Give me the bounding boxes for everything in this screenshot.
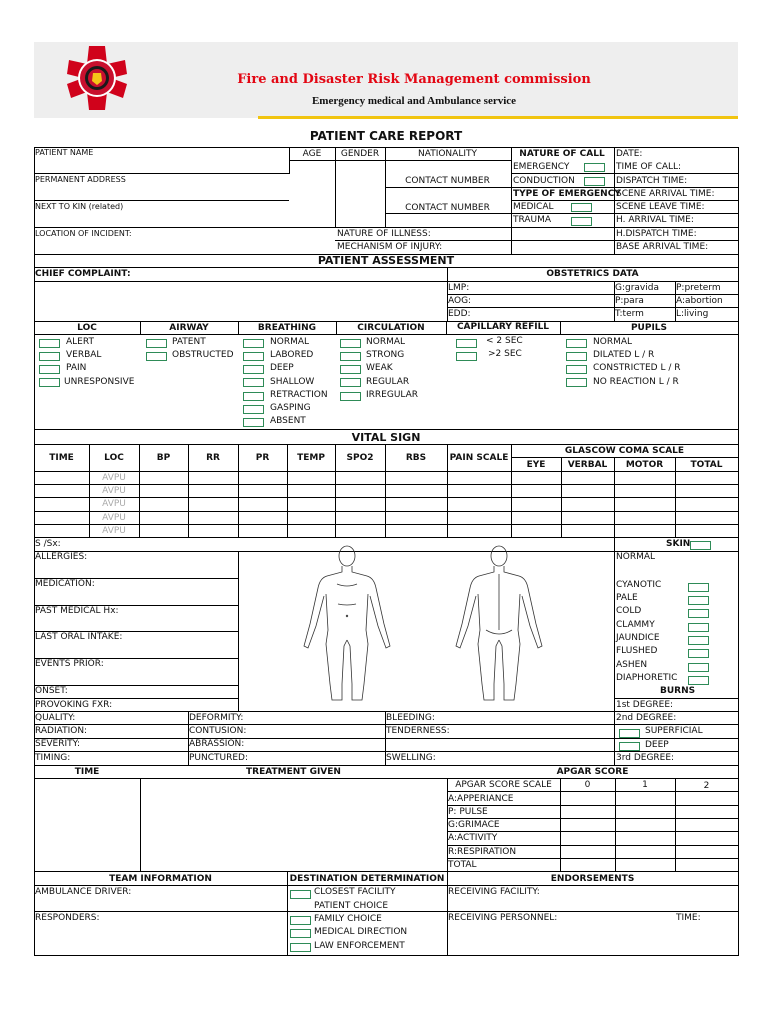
apgar-row-label: A:ACTIVITY <box>448 833 498 843</box>
avpu-placeholder: AVPU <box>102 513 126 523</box>
burns-second-label: 2nd DEGREE: <box>616 713 677 723</box>
time-field: SCENE ARRIVAL TIME: <box>616 189 715 199</box>
breathing-deep-checkbox[interactable] <box>243 365 264 374</box>
skin-item-label: DIAPHORETIC <box>616 673 678 683</box>
skin-item-label: CYANOTIC <box>616 580 662 590</box>
grid-line <box>335 240 739 241</box>
grid-line <box>34 429 739 430</box>
apgar-scale-label: APGAR SCORE SCALE <box>455 780 552 790</box>
contact-number-2-label: CONTACT NUMBER <box>405 203 490 213</box>
endorsements-title: ENDORSEMENTS <box>550 874 635 884</box>
pupils-item-label: CONSTRICTED L / R <box>593 363 681 373</box>
skin-pale-checkbox[interactable] <box>688 596 709 605</box>
apgar-score-header: 0 <box>584 780 591 790</box>
deformity-label: DEFORMITY: <box>189 713 244 723</box>
time-field: H. ARRIVAL TIME: <box>616 215 694 225</box>
time-field: H.DISPATCH TIME: <box>616 229 697 239</box>
destination-item-label: PATIENT CHOICE <box>314 901 388 911</box>
oral-intake-label: LAST ORAL INTAKE: <box>35 632 123 642</box>
nationality-label: NATIONALITY <box>418 149 477 159</box>
apgar-row-label: R:RESPIRATION <box>448 847 517 857</box>
grid-line <box>511 457 739 458</box>
pmh-label: PAST MEDICAL Hx: <box>35 606 119 616</box>
destination-family-checkbox[interactable] <box>290 916 311 925</box>
skin-flushed-checkbox[interactable] <box>688 649 709 658</box>
skin-clammy-checkbox[interactable] <box>688 623 709 632</box>
driver-label: AMBULANCE DRIVER: <box>35 887 132 897</box>
service-name: Emergency medical and Ambulance service <box>311 95 517 107</box>
gcs-col-header: EYE <box>526 460 546 470</box>
destination-item-label: FAMILY CHOICE <box>314 914 382 924</box>
contusion-label: CONTUSION: <box>189 726 247 736</box>
abortion-label: A:abortion <box>676 296 723 306</box>
vitals-col-header: TIME <box>49 453 74 463</box>
endorsement-time-label: TIME: <box>676 913 701 923</box>
circulation-regular-checkbox[interactable] <box>340 378 361 387</box>
circulation-strong-checkbox[interactable] <box>340 352 361 361</box>
vital-sign-title: VITAL SIGN <box>351 431 421 444</box>
grid-line <box>447 818 739 819</box>
breathing-item-label: SHALLOW <box>270 377 315 387</box>
loc-alert-checkbox[interactable] <box>39 339 60 348</box>
grid-line <box>238 551 239 712</box>
patient-name-label: PATIENT NAME <box>35 148 94 157</box>
receiving-facility-label: RECEIVING FACILITY: <box>448 887 540 897</box>
gcs-col-header: MOTOR <box>625 460 664 470</box>
vitals-col-header: PR <box>255 453 270 463</box>
location-label: LOCATION OF INCIDENT: <box>35 229 132 238</box>
grid-line <box>614 537 615 766</box>
obstetrics-title: OBSTETRICS DATA <box>546 269 639 279</box>
airway-patent-checkbox[interactable] <box>146 339 167 348</box>
grid-line <box>560 778 561 872</box>
apgar-score-header: 2 <box>703 781 710 791</box>
loc-unresponsive-checkbox[interactable] <box>39 378 60 387</box>
grid-line <box>34 147 739 148</box>
airway-title: AIRWAY <box>169 323 209 333</box>
burns-superficial-checkbox[interactable] <box>619 729 640 738</box>
breathing-shallow-checkbox[interactable] <box>243 378 264 387</box>
circulation-weak-checkbox[interactable] <box>340 365 361 374</box>
circulation-normal-checkbox[interactable] <box>340 339 361 348</box>
swelling-label: SWELLING: <box>386 753 436 763</box>
airway-obstructed-checkbox[interactable] <box>146 352 167 361</box>
breathing-item-label: RETRACTION <box>270 390 328 400</box>
preterm-label: P:preterm <box>676 283 721 293</box>
vitals-col-header: TEMP <box>297 453 325 463</box>
avpu-placeholder: AVPU <box>102 499 126 509</box>
onset-label: ONSET: <box>35 686 68 696</box>
medical-checkbox[interactable] <box>571 203 592 212</box>
body-back-diagram-icon[interactable] <box>434 544 564 704</box>
trauma-label: TRAUMA <box>513 215 552 225</box>
severity-label: SEVERITY: <box>35 739 80 749</box>
bleeding-label: BLEEDING: <box>386 713 435 723</box>
pupils-item-label: DILATED L / R <box>593 350 655 360</box>
loc-verbal-checkbox[interactable] <box>39 352 60 361</box>
skin-item-label: PALE <box>616 593 638 603</box>
vitals-col-header: RR <box>206 453 220 463</box>
airway-item-label: OBSTRUCTED <box>172 350 234 360</box>
breathing-item-label: GASPING <box>270 403 311 413</box>
time-field: DISPATCH TIME: <box>616 176 688 186</box>
tenderness-label: TENDERNESS: <box>386 726 450 736</box>
avpu-placeholder: AVPU <box>102 526 126 536</box>
time-field: SCENE LEAVE TIME: <box>616 202 705 212</box>
form-title: PATIENT CARE REPORT <box>309 129 463 143</box>
lmp-label: LMP: <box>448 283 470 293</box>
pupils-normal-checkbox[interactable] <box>566 339 587 348</box>
loc-item-label: PAIN <box>66 363 87 373</box>
grid-line <box>447 831 739 832</box>
vitals-col-header: RBS <box>405 453 427 463</box>
team-info-title: TEAM INFORMATION <box>109 874 212 884</box>
time-field: TIME OF CALL: <box>616 162 682 172</box>
destination-item-label: LAW ENFORCEMENT <box>314 941 405 951</box>
timing-label: TIMING: <box>35 753 71 763</box>
grid-line <box>675 778 676 872</box>
receiving-personnel-label: RECEIVING PERSONNEL: <box>448 913 558 923</box>
grid-line <box>511 200 739 201</box>
circulation-item-label: REGULAR <box>366 377 410 387</box>
emergency-label: EMERGENCY <box>513 162 570 172</box>
grid-line <box>511 213 739 214</box>
skin-cold-checkbox[interactable] <box>688 609 709 618</box>
gcs-col-header: VERBAL <box>567 460 608 470</box>
capillary-lt2-checkbox[interactable] <box>456 339 477 348</box>
apgar-row-label: TOTAL <box>448 860 477 870</box>
grid-line <box>614 147 615 255</box>
grid-line <box>34 281 739 282</box>
living-label: L:living <box>676 309 709 319</box>
burns-superficial-label: SUPERFICIAL <box>645 726 703 736</box>
destination-closest-checkbox[interactable] <box>290 890 311 899</box>
grid-line <box>447 294 739 295</box>
burns-deep-label: DEEP <box>645 740 669 750</box>
grid-line <box>34 955 739 956</box>
circulation-title: CIRCULATION <box>357 323 425 333</box>
breathing-item-label: LABORED <box>270 350 314 360</box>
skin-item-label: JAUNDICE <box>616 633 660 643</box>
capillary-item-label: >2 SEC <box>488 349 522 359</box>
grid-line <box>447 858 739 859</box>
skin-normal-checkbox[interactable] <box>690 541 711 550</box>
skin-item-label: ASHEN <box>616 660 648 670</box>
breathing-item-label: ABSENT <box>270 416 306 426</box>
treatment-given-title: TREATMENT GIVEN <box>246 767 341 777</box>
destination-item-label: CLOSEST FACILITY <box>314 887 396 897</box>
nature-of-call-title: NATURE OF CALL <box>519 149 605 159</box>
gravida-label: G:gravida <box>615 283 659 293</box>
circulation-item-label: NORMAL <box>366 337 406 347</box>
vitals-col-header: SPO2 <box>346 453 374 463</box>
skin-item-label: CLAMMY <box>616 620 655 630</box>
grid-line <box>614 698 739 699</box>
responders-label: RESPONDERS: <box>35 913 100 923</box>
vitals-col-header: BP <box>156 453 171 463</box>
burns-third-label: 3rd DEGREE: <box>616 753 675 763</box>
apgar-row-label: A:APPERIANCE <box>448 794 514 804</box>
grid-line <box>34 765 739 766</box>
loc-item-label: VERBAL <box>66 350 102 360</box>
pupils-constricted-checkbox[interactable] <box>566 365 587 374</box>
grid-line <box>289 160 511 161</box>
grid-line <box>615 778 616 872</box>
pupils-title: PUPILS <box>630 323 668 333</box>
gender-label: GENDER <box>340 149 380 159</box>
grid-line <box>34 751 739 752</box>
circulation-item-label: WEAK <box>366 363 393 373</box>
events-prior-label: EVENTS PRIOR: <box>35 659 104 669</box>
breathing-labored-checkbox[interactable] <box>243 352 264 361</box>
conduction-label: CONDUCTION <box>513 176 575 186</box>
grid-line <box>34 885 739 886</box>
grid-line <box>34 267 739 268</box>
punctured-label: PUNCTURED: <box>189 753 249 763</box>
airway-item-label: PATENT <box>172 337 206 347</box>
grid-line <box>140 778 141 872</box>
vitals-col-header: LOC <box>104 453 124 463</box>
capillary-item-label: < 2 SEC <box>486 336 523 346</box>
circulation-item-label: IRREGULAR <box>366 390 419 400</box>
provoking-label: PROVOKING FXR: <box>35 700 113 710</box>
chief-complaint-label: CHIEF COMPLAINT: <box>35 269 131 279</box>
breathing-absent-checkbox[interactable] <box>243 418 264 427</box>
breathing-item-label: DEEP <box>270 363 294 373</box>
emergency-checkbox[interactable] <box>584 163 605 172</box>
destination-law-checkbox[interactable] <box>290 943 311 952</box>
patient-assessment-title: PATIENT ASSESSMENT <box>317 254 455 267</box>
gcs-title: GLASCOW COMA SCALE <box>564 446 685 456</box>
grid-line <box>447 307 739 308</box>
grid-line <box>511 173 739 174</box>
type-of-emergency-title: TYPE OF EMERGENCY <box>513 189 621 199</box>
pupils-item-label: NO REACTION L / R <box>593 377 679 387</box>
grid-line <box>447 805 739 806</box>
destination-item-label: MEDICAL DIRECTION <box>314 927 408 937</box>
skin-item-label: NORMAL <box>616 552 656 562</box>
breathing-normal-checkbox[interactable] <box>243 339 264 348</box>
breathing-item-label: NORMAL <box>270 337 310 347</box>
pupils-noreaction-checkbox[interactable] <box>566 378 587 387</box>
body-front-diagram-icon[interactable] <box>282 544 412 704</box>
skin-cyanotic-checkbox[interactable] <box>688 583 709 592</box>
capillary-gt2-checkbox[interactable] <box>456 352 477 361</box>
capillary-refill-title: CAPILLARY REFILL <box>456 322 550 332</box>
burns-deep-checkbox[interactable] <box>619 742 640 751</box>
grid-line <box>34 738 739 739</box>
grid-line <box>385 187 511 188</box>
skin-title: SKIN <box>666 539 691 549</box>
fire-department-emblem-icon <box>56 44 138 112</box>
medication-label: MEDICATION: <box>35 579 95 589</box>
grid-line <box>511 444 512 538</box>
vitals-col-header: PAIN SCALE <box>449 453 509 463</box>
destination-medical-checkbox[interactable] <box>290 929 311 938</box>
skin-jaundice-checkbox[interactable] <box>688 636 709 645</box>
breathing-retraction-checkbox[interactable] <box>243 392 264 401</box>
time-field: BASE ARRIVAL TIME: <box>616 242 709 252</box>
term-label: T:term <box>615 309 644 319</box>
pupils-item-label: NORMAL <box>593 337 633 347</box>
grid-line <box>511 147 512 255</box>
grid-line <box>34 698 239 699</box>
skin-diaphoretic-checkbox[interactable] <box>688 676 709 685</box>
pupils-dilated-checkbox[interactable] <box>566 352 587 361</box>
quality-label: QUALITY: <box>35 713 76 723</box>
permanent-address-label: PERMANENT ADDRESS <box>35 175 126 184</box>
treatment-time-title: TIME <box>74 767 100 777</box>
para-label: P:para <box>615 296 644 306</box>
org-name: Fire and Disaster Risk Management commission <box>237 72 591 87</box>
loc-item-label: UNRESPONSIVE <box>64 377 135 387</box>
mechanism-injury-label: MECHANISM OF INJURY: <box>337 242 443 252</box>
medical-label: MEDICAL <box>513 202 554 212</box>
apgar-title: APGAR SCORE <box>556 767 629 777</box>
conduction-checkbox[interactable] <box>584 177 605 186</box>
radiation-label: RADIATION: <box>35 726 88 736</box>
edd-label: EDD: <box>448 309 471 319</box>
age-label: AGE <box>302 149 322 159</box>
contact-number-label: CONTACT NUMBER <box>405 176 490 186</box>
apgar-row-label: P: PULSE <box>448 807 488 817</box>
next-to-kin-label: NEXT TO KIN (related) <box>35 202 124 211</box>
allergies-label: ALLERGIES: <box>35 552 88 562</box>
breathing-gasping-checkbox[interactable] <box>243 405 264 414</box>
trauma-checkbox[interactable] <box>571 217 592 226</box>
circulation-irregular-checkbox[interactable] <box>340 392 361 401</box>
grid-line <box>34 711 739 712</box>
ss-label: S /Sx: <box>35 539 61 549</box>
breathing-title: BREATHING <box>257 323 317 333</box>
grid-line <box>447 845 739 846</box>
loc-item-label: ALERT <box>66 337 94 347</box>
nature-illness-label: NATURE OF ILLNESS: <box>337 229 431 239</box>
avpu-placeholder: AVPU <box>102 486 126 496</box>
skin-item-label: COLD <box>616 606 642 616</box>
gcs-col-header: TOTAL <box>690 460 723 470</box>
grid-line <box>511 187 739 188</box>
grid-line <box>34 227 739 228</box>
burns-first-label: 1st DEGREE: <box>616 700 674 710</box>
burns-title: BURNS <box>660 686 696 696</box>
loc-pain-checkbox[interactable] <box>39 365 60 374</box>
avpu-placeholder: AVPU <box>102 473 126 483</box>
skin-item-label: FLUSHED <box>616 646 658 656</box>
destination-title: DESTINATION DETERMINATION <box>289 874 445 884</box>
header-rule <box>258 116 738 119</box>
skin-ashen-checkbox[interactable] <box>688 663 709 672</box>
time-field: DATE: <box>616 149 643 159</box>
grid-line <box>34 871 739 872</box>
apgar-row-label: G:GRIMACE <box>448 820 500 830</box>
loc-title: LOC <box>77 323 97 333</box>
grid-line <box>34 724 739 725</box>
apgar-score-header: 1 <box>642 780 648 790</box>
circulation-item-label: STRONG <box>366 350 405 360</box>
aog-label: AOG: <box>448 296 472 306</box>
abrassion-label: ABRASSION: <box>189 739 245 749</box>
